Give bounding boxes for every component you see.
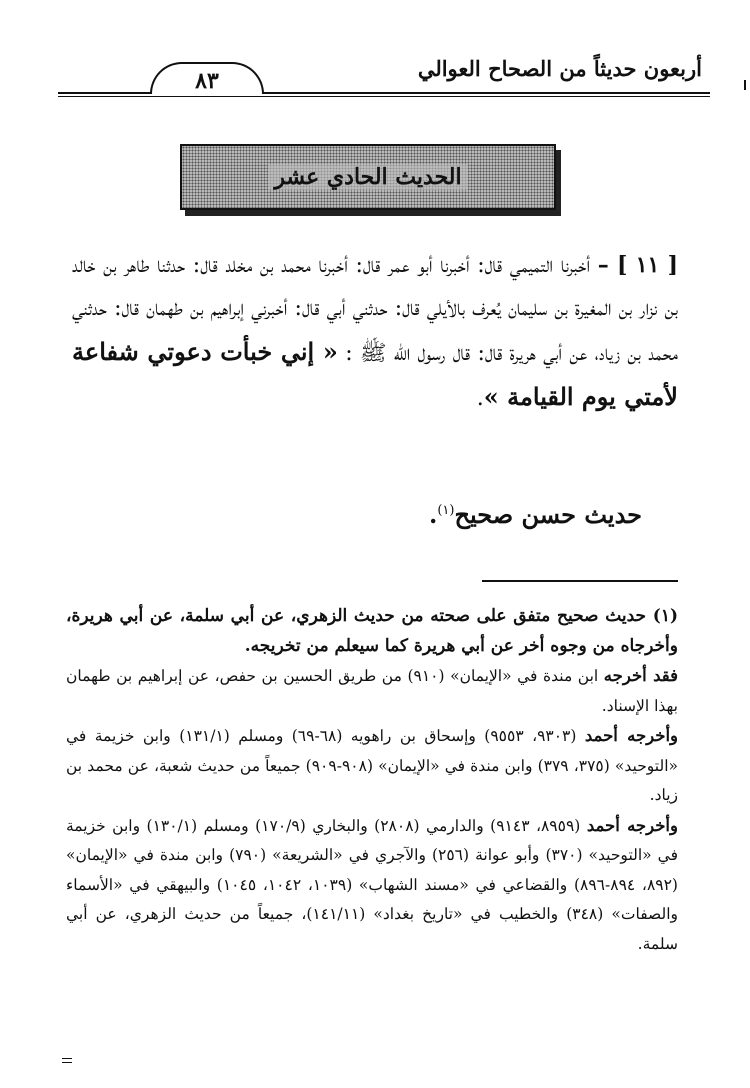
- hadith-grade: حديث حسن صحيح: [454, 500, 642, 529]
- page-number: ٨٣: [150, 62, 264, 94]
- grade-end: .: [428, 500, 438, 529]
- footnote-lead: وأخرجه أحمد: [586, 815, 678, 835]
- footnote-text: (٨٩٥٩، ٩١٤٣) والدارمي (٢٨٠٨) والبخاري (١٧٠/٩) ومسلم (١٣٠/١) وابن خزيمة في «التوحيد» (٣٧٠) وأبو عوانة (٢٥٦) والآجري في «الشريعة» (٧٩٠) وابن مندة في «الإيمان» (٨٩٢، ٨٩٤-٨٩٦) والقضاعي في «مسند الشهاب» (١٠٣٩، ١٠٤٢، ١٠٤٥) والبيهقي في «الأسماء والصفات» (٣٤٨) والخطيب في «تاريخ بغداد» (١٤١/١١)، جميعاً من حديث الزهري، عن أبي سلمة.: [66, 816, 678, 953]
- chapter-title: الحديث الحادي عشر: [268, 164, 467, 190]
- hadith-grade-line: [429, 500, 642, 529]
- footnote-separator: [482, 580, 678, 582]
- footnote-paragraph: [66, 661, 678, 721]
- footnote-lead: فقد أخرجه: [603, 666, 678, 685]
- page-end-mark: [62, 1058, 72, 1063]
- footnote-text: (٩٣٠٣، ٩٥٥٣) وإسحاق بن راهويه (٦٨-٦٩) ومسلم (١٣١/١) وابن خزيمة في «التوحيد» (٣٧٥، ٣٧٩) وابن مندة في «الإيمان» (٩٠٨-٩٠٩) جميعاً من حديث شعبة، عن محمد بن زياد.: [66, 727, 678, 804]
- hadith-number: [ ١١ ] –: [597, 252, 678, 278]
- footnote-lead: وأخرجه أحمد: [584, 726, 678, 745]
- footnote-text: ابن مندة في «الإيمان» (٩١٠) من طريق الحسين بن حفص، عن إبراهيم بن طهمان بهذا الإسناد.: [66, 667, 678, 715]
- hadith-end: .: [476, 386, 484, 411]
- footnotes: [66, 602, 678, 959]
- edge-mark: [744, 80, 746, 90]
- hadith-chain: أخبرنا التميمي قال: أخبرنا أبو عمر قال: أخبرنا محمد بن مخلد قال: حدثنا طاهر بن خالد بن نزار بن المغيرة بن سليمان يُعرف بالأيلي قال: حدثني أبي قال: أخبرني إبراهيم بن طهمان قال: حدثني محمد بن زياد، عن أبي هريرة قال: قال رسول الله ﷺ :: [72, 253, 678, 366]
- footnote-ref: (١): [437, 503, 455, 518]
- hadith-body: [72, 244, 678, 420]
- running-header-title: أربعون حديثاً من الصحاح العوالي: [417, 56, 702, 81]
- hadith-text: « إني خبأت دعوتي شفاعة لأمتي يوم القيامة »: [72, 337, 678, 411]
- footnote-1-summary: (١) حديث صحيح متفق على صحته من حديث الزهري، عن أبي سلمة، عن أبي هريرة، وأخرجاه من وجوه أخر عن أبي هريرة كما سيعلم من تخريجه.: [66, 606, 678, 656]
- footnote-paragraph: [66, 811, 678, 960]
- footnote-paragraph: [66, 721, 678, 811]
- chapter-title-box: [180, 144, 556, 210]
